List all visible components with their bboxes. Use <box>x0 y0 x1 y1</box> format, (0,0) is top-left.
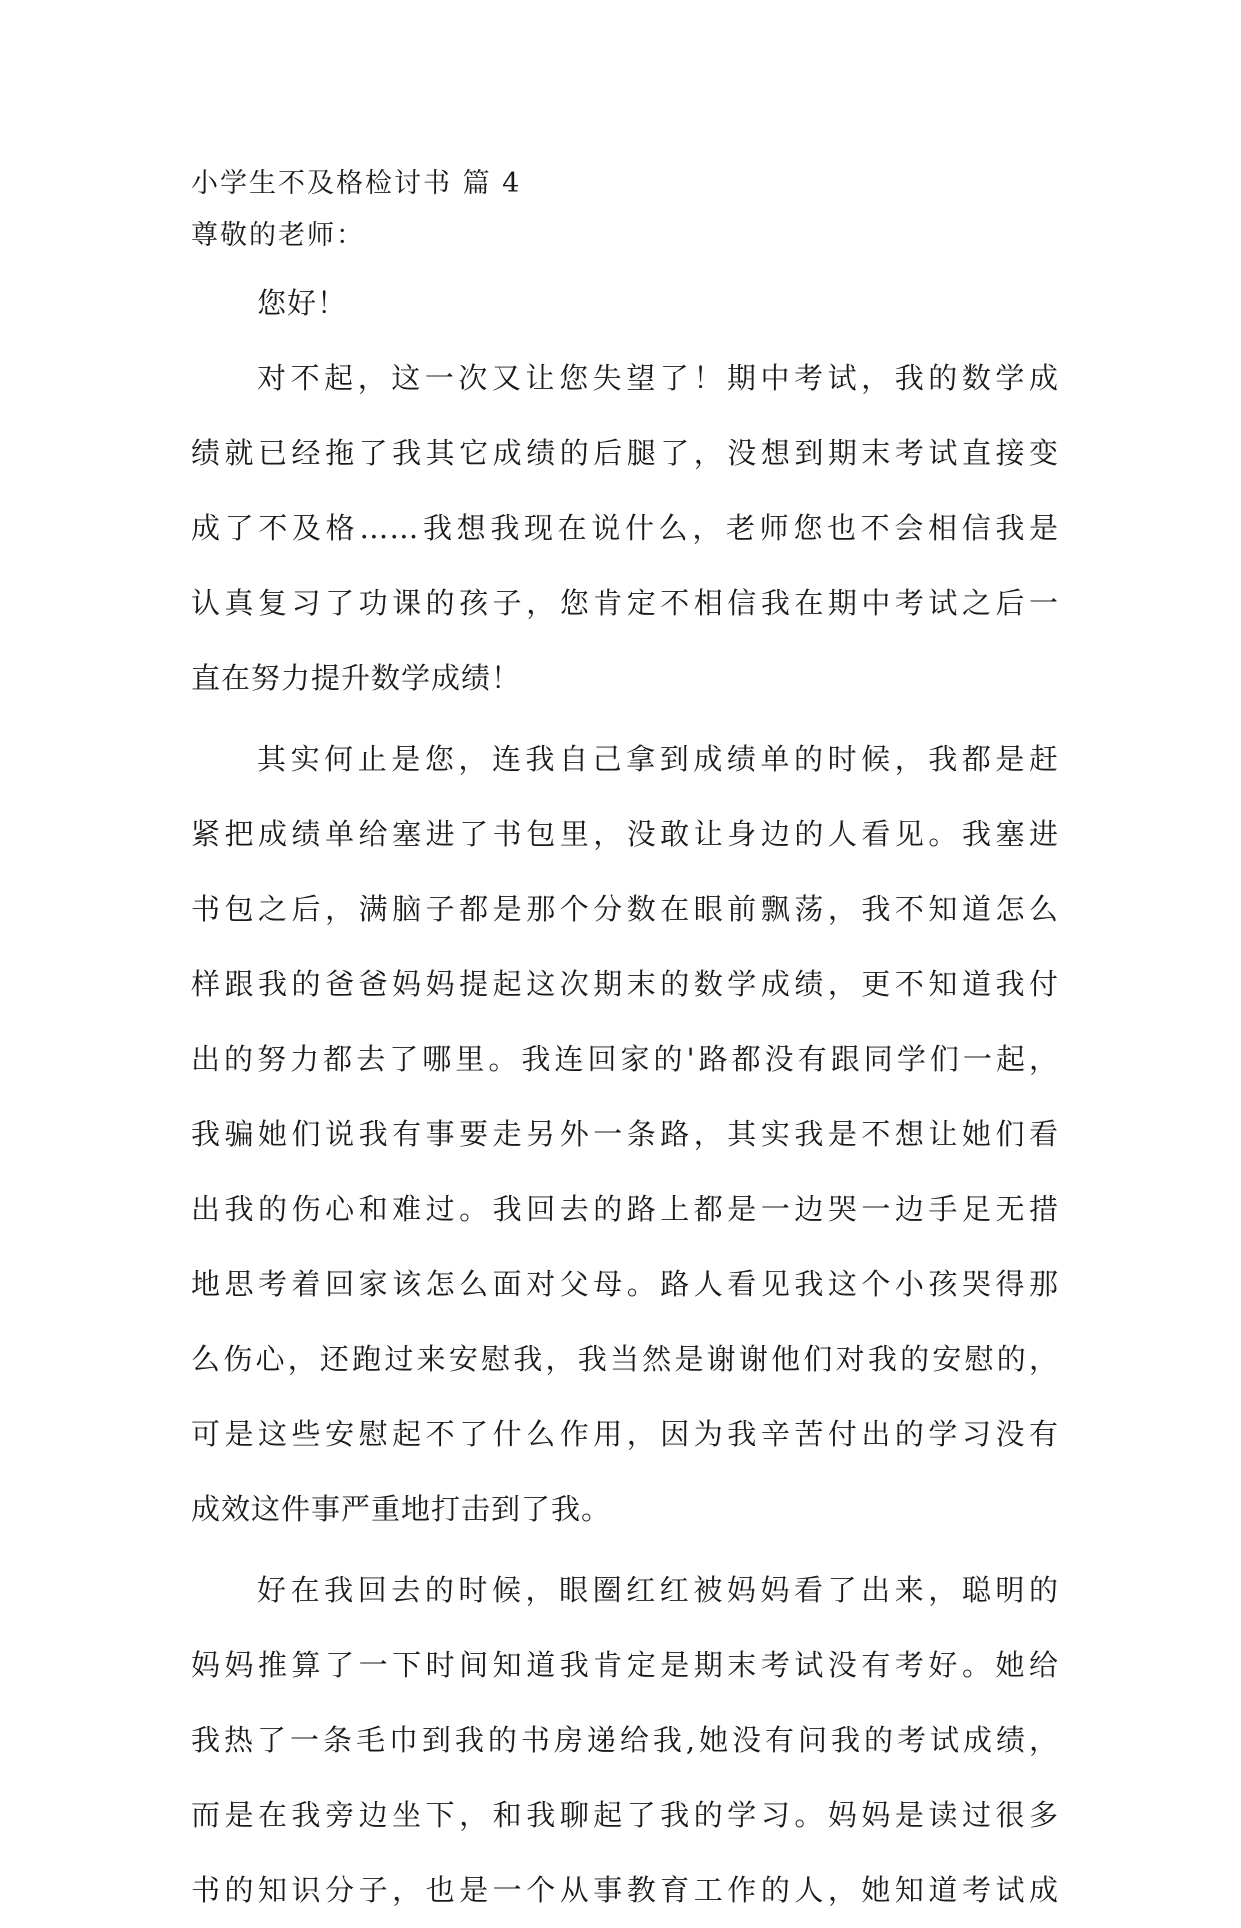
salutation: 尊敬的老师： <box>191 220 365 251</box>
paragraph-line: 我热了一条毛巾到我的书房递给我,她没有问我的考试成绩， <box>191 1723 1059 1757</box>
paragraph-line: 地思考着回家该怎么面对父母。路人看见我这个小孩哭得那 <box>191 1267 1059 1301</box>
paragraph-line: 直在努力提升数学成绩！ <box>191 661 522 695</box>
paragraph-2 <box>191 722 1059 1547</box>
paragraph-line: 好在我回去的时候，眼圈红红被妈妈看了出来，聪明的 <box>257 1573 1059 1607</box>
paragraph-line: 其实何止是您，连我自己拿到成绩单的时候，我都是赶 <box>257 742 1059 776</box>
paragraph-line: 紧把成绩单给塞进了书包里，没敢让身边的人看见。我塞进 <box>191 817 1059 851</box>
paragraph-line: 绩就已经拖了我其它成绩的后腿了，没想到期末考试直接变 <box>191 436 1059 470</box>
paragraph-1 <box>191 341 1059 716</box>
paragraph-line: 我骗她们说我有事要走另外一条路，其实我是不想让她们看 <box>191 1117 1059 1151</box>
paragraph-line: 样跟我的爸爸妈妈提起这次期末的数学成绩，更不知道我付 <box>191 967 1059 1001</box>
paragraph-line: 而是在我旁边坐下，和我聊起了我的学习。妈妈是读过很多 <box>191 1798 1059 1832</box>
paragraph-3 <box>191 1553 1059 1928</box>
paragraph-line: 出的努力都去了哪里。我连回家的'路都没有跟同学们一起， <box>191 1042 1059 1076</box>
paragraph-line: 可是这些安慰起不了什么作用，因为我辛苦付出的学习没有 <box>191 1417 1059 1451</box>
paragraph-line: 书的知识分子，也是一个从事教育工作的人，她知道考试成 <box>191 1873 1059 1907</box>
paragraph-line: 么伤心，还跑过来安慰我，我当然是谢谢他们对我的安慰的， <box>191 1342 1059 1376</box>
paragraph-line: 对不起，这一次又让您失望了！期中考试，我的数学成 <box>257 361 1059 395</box>
document-body <box>191 162 1059 1928</box>
document-title: 小学生不及格检讨书 篇 4 <box>191 168 522 199</box>
greeting: 您好！ <box>257 286 348 320</box>
paragraph-line: 认真复习了功课的孩子，您肯定不相信我在期中考试之后一 <box>191 586 1059 620</box>
paragraph-line: 出我的伤心和难过。我回去的路上都是一边哭一边手足无措 <box>191 1192 1059 1226</box>
paragraph-line: 书包之后，满脑子都是那个分数在眼前飘荡，我不知道怎么 <box>191 892 1059 926</box>
paragraph-line: 成了不及格……我想我现在说什么，老师您也不会相信我是 <box>191 511 1059 545</box>
paragraph-line: 妈妈推算了一下时间知道我肯定是期末考试没有考好。她给 <box>191 1648 1059 1682</box>
paragraph-line: 成效这件事严重地打击到了我。 <box>191 1492 612 1526</box>
